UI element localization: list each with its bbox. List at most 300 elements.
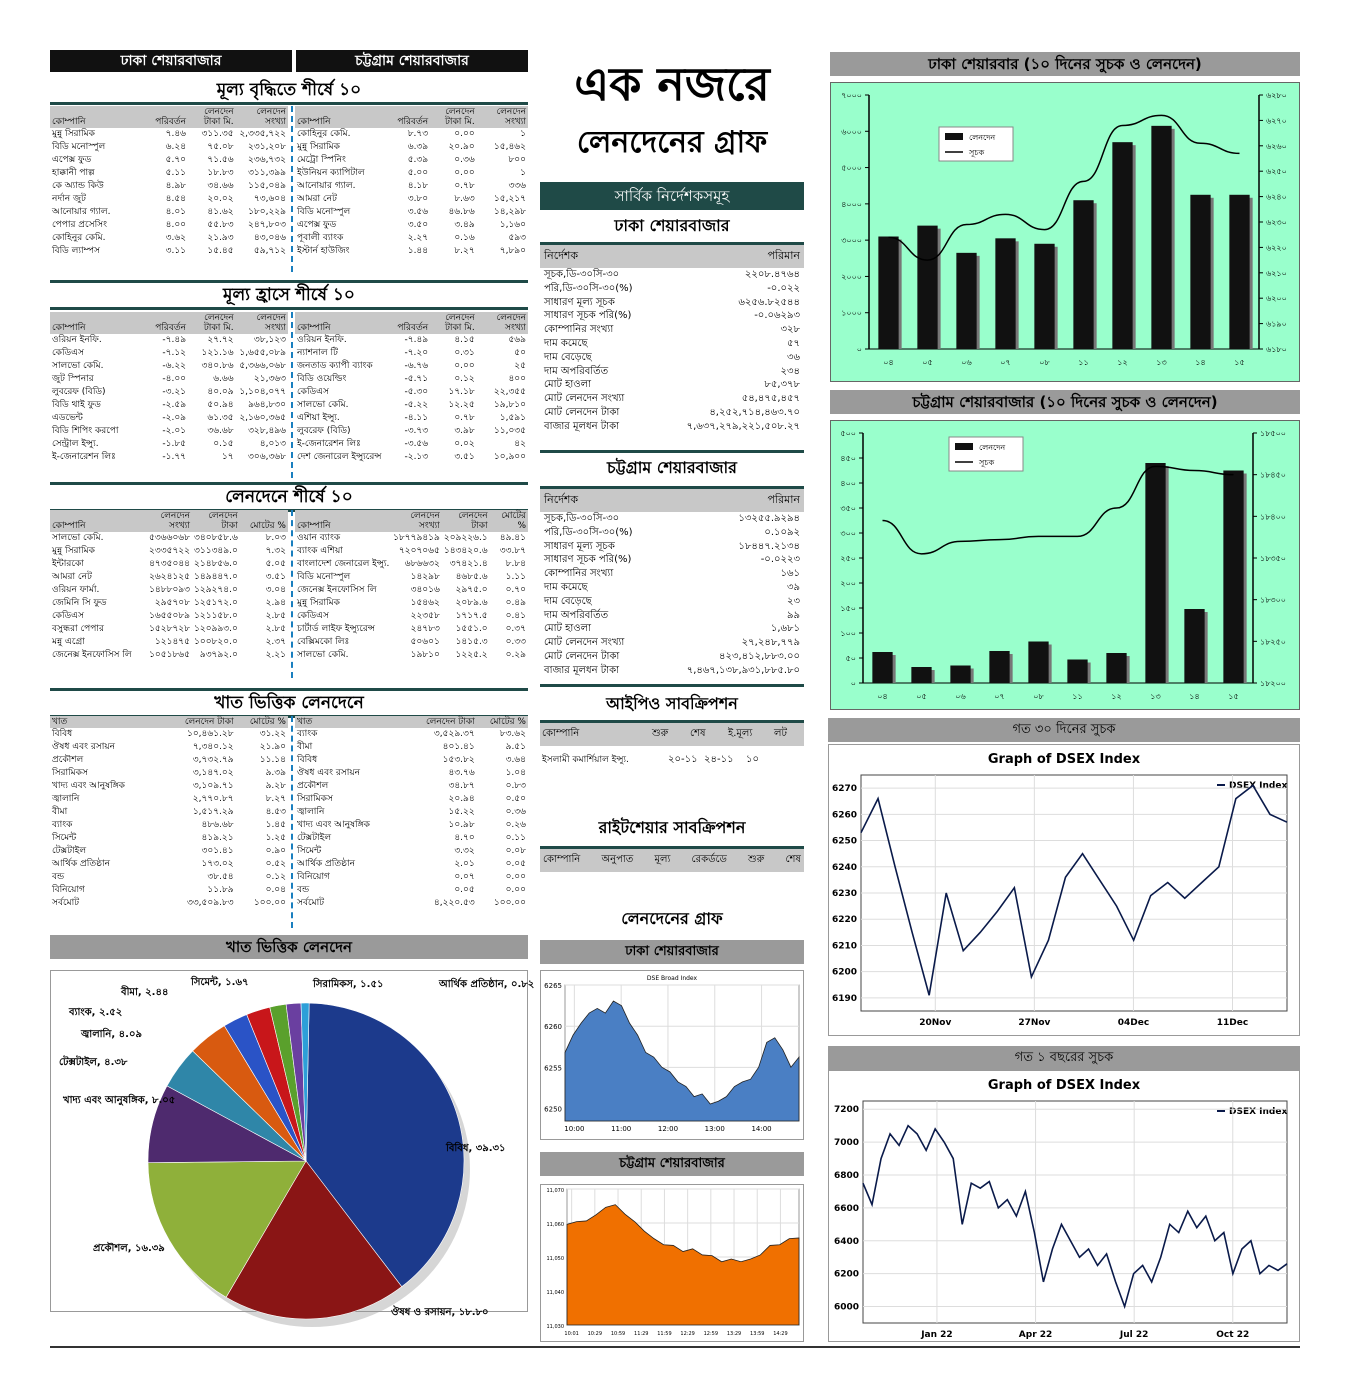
table-cell: লুবরেফ (বিডি) xyxy=(297,426,351,436)
table-cell: এডভেন্ট xyxy=(52,413,83,423)
table-row xyxy=(295,180,528,193)
rights-col: রেকর্ডডে xyxy=(691,854,727,865)
table-row xyxy=(50,219,288,232)
table-cell: ৩১১,৩৯৯ xyxy=(248,168,286,178)
table-cell: এপেক্স ফুড xyxy=(297,220,337,230)
table-cell: ৩,১৪৭.০২ xyxy=(192,768,234,778)
table-cell: মুন্নু সিরামিক xyxy=(52,129,95,139)
x-tick-label: ১৫ xyxy=(1234,358,1245,367)
table-row xyxy=(50,819,288,832)
table-cell: সালভো কেমি. xyxy=(297,400,349,410)
intraday-title: লেনদেনের গ্রাফ xyxy=(621,909,723,928)
table-cell: ৪৭৩৫০৪৪ xyxy=(149,559,190,569)
pie-header: খাত ভিত্তিক লেনদেন xyxy=(50,935,528,959)
y-tick-label: ৪০০০ xyxy=(841,199,862,209)
y-tick-label: ৬০০০ xyxy=(841,127,862,137)
indicator-row xyxy=(540,650,804,664)
y2-tick-label: ১৮৩০০ xyxy=(1260,595,1286,605)
table-row xyxy=(295,438,528,451)
table-cell: আর্থিক প্রতিষ্ঠান xyxy=(297,859,355,869)
table-cell: ৩৪.৮৭ xyxy=(448,781,475,791)
indicator-value: -০.০৬২৯৩ xyxy=(754,310,800,322)
table-cell: ১২৯২৭৪.০ xyxy=(194,585,238,595)
dse-intraday-box xyxy=(540,970,804,1140)
table-row xyxy=(50,180,288,193)
table-cell: ২৩৩৫৭২২ xyxy=(149,546,190,556)
column-header: লেনদেন টাকা মি. xyxy=(188,312,236,334)
chart-title: Graph of DSEX Index xyxy=(987,752,1141,767)
table-cell: ৫৩৬৬০৬৮ xyxy=(149,533,190,543)
table-row xyxy=(295,571,528,584)
table-cell: বিডি মনোস্পুল xyxy=(297,572,351,582)
table-cell: টেক্সটাইল xyxy=(297,833,332,843)
table-cell: -২.০৯ xyxy=(162,413,187,423)
table-cell: ১০৫১৮৬৫ xyxy=(149,650,190,660)
sector-ctg-table xyxy=(295,716,528,910)
y-tick-label: ৫০ xyxy=(845,654,856,663)
indicator-value: ২৩ xyxy=(786,595,800,607)
column-header: লেনদেন টাকা xyxy=(412,716,477,728)
indicator-label: মোট লেনদেন টাকা xyxy=(544,650,620,662)
indicator-value: ২৩৪ xyxy=(780,365,800,377)
table-row xyxy=(295,399,528,412)
pie-label: সিরামিকস, ১.৫১ xyxy=(313,979,384,990)
pie-label: বীমা, ২.৪৪ xyxy=(121,987,169,998)
y-tick-label: 6240 xyxy=(831,862,857,873)
table-cell: ২৫ xyxy=(514,361,526,371)
x-tick-label: ০৬ xyxy=(955,692,966,701)
table-cell: ২৪৭৮৩ xyxy=(410,624,440,634)
table-cell: ৩,১০৯.৭১ xyxy=(192,781,234,791)
table-row xyxy=(50,334,288,347)
table-cell: ৮০০ xyxy=(508,155,526,165)
column-header: লেনদেন টাকা xyxy=(442,510,490,532)
indicator-label: কোম্পানির সংখ্যা xyxy=(544,568,614,580)
table-cell: ১২৫১৭২.০ xyxy=(194,598,238,608)
table-cell: ৫০ xyxy=(514,348,526,358)
table-cell: ৩১১৩৪৯.০ xyxy=(194,546,238,556)
column-header: লেনদেন সংখ্যা xyxy=(477,312,528,334)
pie-label: আর্থিক প্রতিষ্ঠান, ০.৮২ xyxy=(439,979,535,990)
indicator-row xyxy=(540,595,804,609)
y2-tick-label: ১৮৪০০ xyxy=(1260,512,1286,522)
table-row xyxy=(295,754,528,767)
table-cell: ৪,২২০.৫৩ xyxy=(433,898,475,908)
table-cell: ১২২৫.২ xyxy=(455,650,488,660)
x-tick-label: 20Nov xyxy=(919,1018,952,1028)
table-cell: ৭৫.০৮ xyxy=(207,142,234,152)
legend-label: সূচক xyxy=(979,458,995,467)
table-cell: ৯.৫১ xyxy=(505,742,526,752)
indicator-row xyxy=(540,664,804,678)
table-cell: বীমা xyxy=(52,807,68,817)
table-cell: ০.১২ xyxy=(265,872,286,882)
x-tick-label: 13:00 xyxy=(704,1125,725,1133)
y-tick-label: 6250 xyxy=(831,836,857,847)
y-tick-label: ১০০ xyxy=(840,629,856,638)
table-row xyxy=(295,636,528,649)
table-cell: ২২৩৫৮ xyxy=(410,611,440,621)
indicator-row xyxy=(540,420,804,434)
table-cell: ৫.০০ xyxy=(407,168,429,178)
indicator-value: ১৮৪৪৭.২১৩৪ xyxy=(738,540,800,552)
table-cell: আমরা নেট xyxy=(52,572,92,582)
x-tick-label: 11:59 xyxy=(657,1331,672,1337)
column-header: পরিবর্তন xyxy=(393,312,430,334)
ipo-col: লট xyxy=(774,728,787,739)
y-tick-label: ০ xyxy=(850,679,856,688)
table-cell: ২০.৯০ xyxy=(448,142,475,152)
pie-chart-box xyxy=(50,970,535,1318)
legend-label: লেনদেন xyxy=(979,443,1006,452)
table-cell: ৮.৮৪ xyxy=(505,559,526,569)
table-cell: সর্বমোট xyxy=(52,898,80,908)
table-cell: -৫.৭১ xyxy=(404,374,429,384)
y-tick-label: ৪০০ xyxy=(840,479,856,488)
indices-ctg-title: চট্টগ্রাম শেয়ারবাজার xyxy=(607,458,737,477)
table-cell: ১.২৫ xyxy=(265,833,286,843)
x-tick-label: 04Dec xyxy=(1117,1018,1150,1028)
table-cell: ০.৭৮ xyxy=(454,413,475,423)
x-tick-label: ০৫ xyxy=(922,358,933,367)
table-row xyxy=(295,610,528,623)
table-cell: বন্ড xyxy=(52,872,65,882)
y-tick-label: ৩৫০ xyxy=(840,504,856,513)
table-cell: ৪৬.৮৬ xyxy=(448,207,475,217)
table-cell: এপেক্স ফুড xyxy=(52,155,92,165)
indicator-label: মোট হাওলা xyxy=(544,623,592,635)
column-header: মোটের % xyxy=(236,716,288,728)
column-header: কোম্পানি xyxy=(50,510,147,532)
indicator-row xyxy=(540,636,804,650)
table-cell: ৪০১.৪১ xyxy=(442,742,475,752)
x-tick-label: Jul 22 xyxy=(1119,1330,1149,1340)
table-cell: ৩৪০.৮৬ xyxy=(201,361,234,371)
table-cell: ৪.০১ xyxy=(165,207,187,217)
table-cell: ০.৮৩ xyxy=(505,781,526,791)
indicator-row xyxy=(540,296,804,310)
table-cell: ই-জেনারেশন লিঃ xyxy=(52,452,116,462)
table-row xyxy=(295,793,528,806)
x-tick-label: 13:59 xyxy=(750,1331,765,1337)
pie-label: জ্বালানি, ৪.০৯ xyxy=(81,1029,142,1040)
table-cell: ০.২৯ xyxy=(505,650,526,660)
table-cell: ৮.৭৩ xyxy=(407,129,429,139)
table-cell: -৩.৫৬ xyxy=(404,439,429,449)
table-row xyxy=(50,154,288,167)
x-tick-label: ০৪ xyxy=(883,358,894,367)
indicator-value: ৫৭ xyxy=(787,337,800,349)
indicator-value: ৩২৮ xyxy=(780,324,800,336)
indicator-value: ২৭,২৪৮,৭৭৯ xyxy=(741,637,800,649)
table-cell: ৬.২৪ xyxy=(165,142,187,152)
indicator-label: মোট হাওলা xyxy=(544,379,592,391)
table-row xyxy=(50,780,288,793)
table-row xyxy=(50,610,288,623)
table-row xyxy=(50,845,288,858)
table-cell: ২১,৩৬৩ xyxy=(253,374,286,384)
right-column xyxy=(828,50,1300,1350)
bar xyxy=(1190,195,1210,349)
ipo-cell: ১০ xyxy=(746,754,759,765)
table-cell: ৪.৯৮ xyxy=(165,181,187,191)
table-cell: লুবরেফ (বিডি) xyxy=(52,387,106,397)
table-cell: ৪০.০৯ xyxy=(207,387,234,397)
table-cell: ৫,৩৬৬,০৬৮ xyxy=(239,361,286,371)
table-cell: ৮৩.৬২ xyxy=(499,729,526,739)
y-tick-label: 11,030 xyxy=(546,1324,564,1330)
table-cell: ঔষধ এবং রসায়ন xyxy=(297,768,361,778)
table-cell: বেক্সিমকো লিঃ xyxy=(297,637,350,647)
indicator-label: দাম কমেছে xyxy=(544,581,588,593)
table-cell: ০.০০ xyxy=(505,885,526,895)
legend-label: সূচক xyxy=(969,148,985,157)
rights-col: কোম্পানি xyxy=(543,854,581,865)
y-tick-label: ০ xyxy=(856,345,862,354)
x-tick-label: ০৫ xyxy=(916,692,927,701)
table-cell: ৫.৭০ xyxy=(165,155,187,165)
table-cell: হাক্কানী পাল্প xyxy=(52,168,95,178)
column-header: লেনদেন সংখ্যা xyxy=(236,312,288,334)
sector-title: খাত ভিত্তিক লেনদেনে xyxy=(50,688,528,718)
table-cell: ০.৫২ xyxy=(265,859,286,869)
indicator-row xyxy=(540,553,804,567)
table-cell: ২০৮৯.৬ xyxy=(455,598,488,608)
ctg-header: চট্টগ্রাম শেয়ারবাজার xyxy=(296,50,528,72)
bar xyxy=(1145,463,1165,683)
rights-col: শেষ xyxy=(785,854,801,865)
x-tick-label: ১৩ xyxy=(1156,358,1167,367)
x-tick-label: ১২ xyxy=(1117,358,1128,367)
table-cell: ১৮০,২২৯ xyxy=(248,207,286,217)
table-cell: ০.৭০ xyxy=(505,585,526,595)
table-row xyxy=(295,532,528,545)
x-tick-label: Oct 22 xyxy=(1216,1330,1250,1340)
table-cell: ৩০৬,৩৬৮ xyxy=(248,452,286,462)
table-cell: সালভো কেমি. xyxy=(52,361,104,371)
x-tick-label: 14:29 xyxy=(773,1331,788,1337)
indicator-label: কোম্পানির সংখ্যা xyxy=(544,324,614,336)
table-cell: বন্ড xyxy=(297,885,310,895)
table-cell: ৪১.৬২ xyxy=(207,207,234,217)
y2-tick-label: ৬২১০ xyxy=(1266,268,1287,278)
table-cell: ওরিয়ন ফার্মা. xyxy=(52,585,100,595)
dsex-30day-chart xyxy=(829,745,1299,1035)
column-header: কোম্পানি xyxy=(50,106,150,128)
table-cell: ২০৯২২৬.১ xyxy=(443,533,488,543)
table-row xyxy=(295,623,528,636)
indicator-value: -০.০২২৩ xyxy=(760,554,800,566)
table-cell: ৪১৯.২১ xyxy=(201,833,234,843)
indices-head-key: নির্দেশক xyxy=(544,249,579,262)
table-cell: ৪৯.৪১ xyxy=(499,533,526,543)
table-cell: টেক্সটাইল xyxy=(52,846,87,856)
table-cell: ৪৩,০৪৬ xyxy=(253,233,286,243)
table-cell: জ্বালানি xyxy=(297,807,325,817)
indices-dhaka-title: ঢাকা শেয়ারবাজার xyxy=(614,216,730,235)
table-row xyxy=(50,636,288,649)
table-cell: মেট্রো স্পিনিং xyxy=(297,155,346,165)
indicator-value: ৪,২৫২,৭১৪,৪৬৩.৭০ xyxy=(709,406,800,418)
table-cell: ১.৪৫ xyxy=(265,820,286,830)
table-cell: ১৭১৭.৫ xyxy=(455,611,488,621)
indicator-value: ১৬১ xyxy=(780,568,800,580)
table-cell: ০.৭৮ xyxy=(454,181,475,191)
table-cell: ৫.১১ xyxy=(165,168,187,178)
indicator-row xyxy=(540,268,804,282)
y-tick-label: ৫০০ xyxy=(840,429,856,438)
y-tick-label: 6400 xyxy=(833,1236,859,1247)
x-tick-label: 10:29 xyxy=(587,1331,603,1337)
table-cell: বিডি মনোস্পুল xyxy=(52,142,106,152)
table-cell: ১৪৮৮০৯৩ xyxy=(149,585,190,595)
table-cell: -৭.২০ xyxy=(404,348,429,358)
table-cell: ৪.১৫ xyxy=(454,335,475,345)
table-cell: আমরা নেট xyxy=(297,194,337,204)
table-cell: বসুন্ধরা পেপার xyxy=(52,624,104,634)
table-row xyxy=(50,412,288,425)
table-cell: ৩.৫১ xyxy=(265,572,286,582)
column-header: লেনদেন টাকা মি. xyxy=(430,106,477,128)
table-cell: ২.৩৭ xyxy=(265,637,286,647)
column-header: লেনদেন সংখ্যা xyxy=(477,106,528,128)
table-cell: জনতাড ক্যাপী ব্যাংক xyxy=(297,361,373,371)
bar xyxy=(911,667,931,683)
table-row xyxy=(50,399,288,412)
legend-label: লেনদেন xyxy=(969,133,996,142)
table-cell: এশিয়া ইন্স্যু. xyxy=(297,413,340,423)
table-cell: ১০,৪৬১.২৮ xyxy=(186,729,234,739)
table-cell: পূবালী ব্যাংক xyxy=(297,233,344,243)
table-row xyxy=(295,884,528,897)
table-cell: -৬.২২ xyxy=(162,361,187,371)
table-cell: ১২১১৫৮.০ xyxy=(194,611,238,621)
column-header: কোম্পানি xyxy=(295,510,391,532)
table-cell: ১.০৪ xyxy=(505,768,526,778)
table-cell: ৫০৬০১ xyxy=(410,637,440,647)
table-cell: -১.৭৭ xyxy=(162,452,187,462)
pie-label: টেক্সটাইল, ৪.৩৮ xyxy=(59,1057,128,1068)
table-cell: ২.২৭ xyxy=(407,233,429,243)
bar xyxy=(1184,609,1204,683)
y-tick-label: ৩০০ xyxy=(840,529,856,538)
table-cell: ৮.২৭ xyxy=(454,246,475,256)
x-tick-label: 10:59 xyxy=(610,1331,626,1337)
indicator-value: ৭,৬৩৭,২৭৯,২২১,৫০৮.২৭ xyxy=(686,420,800,432)
table-row xyxy=(50,793,288,806)
divider xyxy=(291,106,293,272)
indicator-label: বাজার মূলধন টাকা xyxy=(544,420,619,432)
x-tick-label: 10:00 xyxy=(564,1125,585,1133)
table-cell: -৬.৭৬ xyxy=(404,361,429,371)
table-cell: ২৭.৭২ xyxy=(207,335,234,345)
indices-ctg xyxy=(540,486,804,678)
table-row xyxy=(50,571,288,584)
pie-label: সিমেন্ট, ১.৬৭ xyxy=(191,977,249,988)
losers-ctg-table xyxy=(295,312,528,464)
intraday-dhaka-title: ঢাকা শেয়ারবাজার xyxy=(540,940,804,964)
table-cell: -৩.৭৩ xyxy=(404,426,429,436)
table-cell: ৫৯,৭১২ xyxy=(253,246,286,256)
table-cell: ১৫৫১.০ xyxy=(455,624,488,634)
table-cell: ১৪৩৪২০.৬ xyxy=(443,546,488,556)
indicator-label: সাধারণ সূচক পরি(%) xyxy=(544,554,632,566)
table-cell: ২.২১ xyxy=(265,650,286,660)
table-cell: আর্থিক প্রতিষ্ঠান xyxy=(52,859,110,869)
table-cell: ১ xyxy=(520,129,526,139)
column-header: লেনদেন টাকা xyxy=(192,510,240,532)
legend-bar-swatch xyxy=(955,443,973,450)
indicator-value: ৬২৫৬.৮২৫৪৪ xyxy=(738,296,800,308)
table-cell: ৫.৩৯ xyxy=(407,155,429,165)
table-cell: ৩৪.৬৬ xyxy=(207,181,234,191)
table-cell: ৯৩৭৯২.০ xyxy=(199,650,238,660)
table-cell: ৪.৭০ xyxy=(454,833,475,843)
bar xyxy=(995,238,1015,349)
table-cell: ৫০.৯৪ xyxy=(207,400,234,410)
bar xyxy=(989,651,1009,683)
table-cell: জুট স্পিনার xyxy=(52,374,94,384)
volume-dhaka-table xyxy=(50,510,288,662)
table-cell: ১০০৮২০.০ xyxy=(194,637,238,647)
table-cell: ৯.৩৯ xyxy=(265,768,286,778)
table-cell: মুন্নু সিরামিক xyxy=(297,142,340,152)
table-row xyxy=(295,360,528,373)
table-cell: বীমা xyxy=(297,742,313,752)
table-cell: ৩৮,১২৩ xyxy=(253,335,286,345)
table-row xyxy=(295,871,528,884)
chart-title: DSE Broad Index xyxy=(646,975,698,982)
table-cell: -৪.০০ xyxy=(162,374,187,384)
table-cell: ১১৫,০৪৯ xyxy=(248,181,286,191)
table-row xyxy=(50,386,288,399)
table-cell: ২.০১ xyxy=(454,859,475,869)
y-tick-label: 6200 xyxy=(831,967,857,978)
y2-tick-label: ১৮২০০ xyxy=(1260,679,1286,688)
masthead-line1: এক নজরে xyxy=(574,57,770,111)
table-cell: ৫৯৩ xyxy=(508,233,526,243)
table-cell: ২৪৭,৮০৩ xyxy=(248,220,286,230)
bar xyxy=(1229,195,1249,349)
table-cell: ১০,৯০০ xyxy=(493,452,526,462)
table-cell: ১,১০৪,০৭৭ xyxy=(239,387,286,397)
table-cell: ৩,৭৩২.৭৯ xyxy=(192,755,234,765)
x-tick-label: ১১ xyxy=(1072,692,1083,701)
y2-tick-label: ৬১৮০ xyxy=(1266,345,1287,354)
divider xyxy=(291,716,293,928)
table-cell: ইউনিয়ন ক্যাপিটাল xyxy=(297,168,365,178)
table-cell: কেডিএস xyxy=(297,387,329,397)
table-row xyxy=(50,858,288,871)
table-row xyxy=(295,206,528,219)
x-tick-label: 10:01 xyxy=(564,1331,579,1337)
sector-pie-chart xyxy=(51,971,535,1318)
indicator-row xyxy=(540,540,804,554)
table-cell: ৩.৪৯ xyxy=(454,220,475,230)
indices-head-key: নির্দেশক xyxy=(544,493,579,506)
bar xyxy=(1223,471,1243,684)
table-cell: ৩,৫২৯.৩৭ xyxy=(433,729,475,739)
ipo-header-row xyxy=(540,720,804,746)
table-cell: বিডি ল্যাম্পস xyxy=(52,246,100,256)
indices-ctg-list xyxy=(540,512,804,678)
table-cell: সিমেন্ট xyxy=(297,846,322,856)
table-cell: ১০০.০০ xyxy=(493,898,526,908)
y-tick-label: 6600 xyxy=(833,1203,859,1214)
table-cell: সিরামিকস xyxy=(52,768,88,778)
table-row xyxy=(50,806,288,819)
x-tick-label: ১১ xyxy=(1078,358,1089,367)
